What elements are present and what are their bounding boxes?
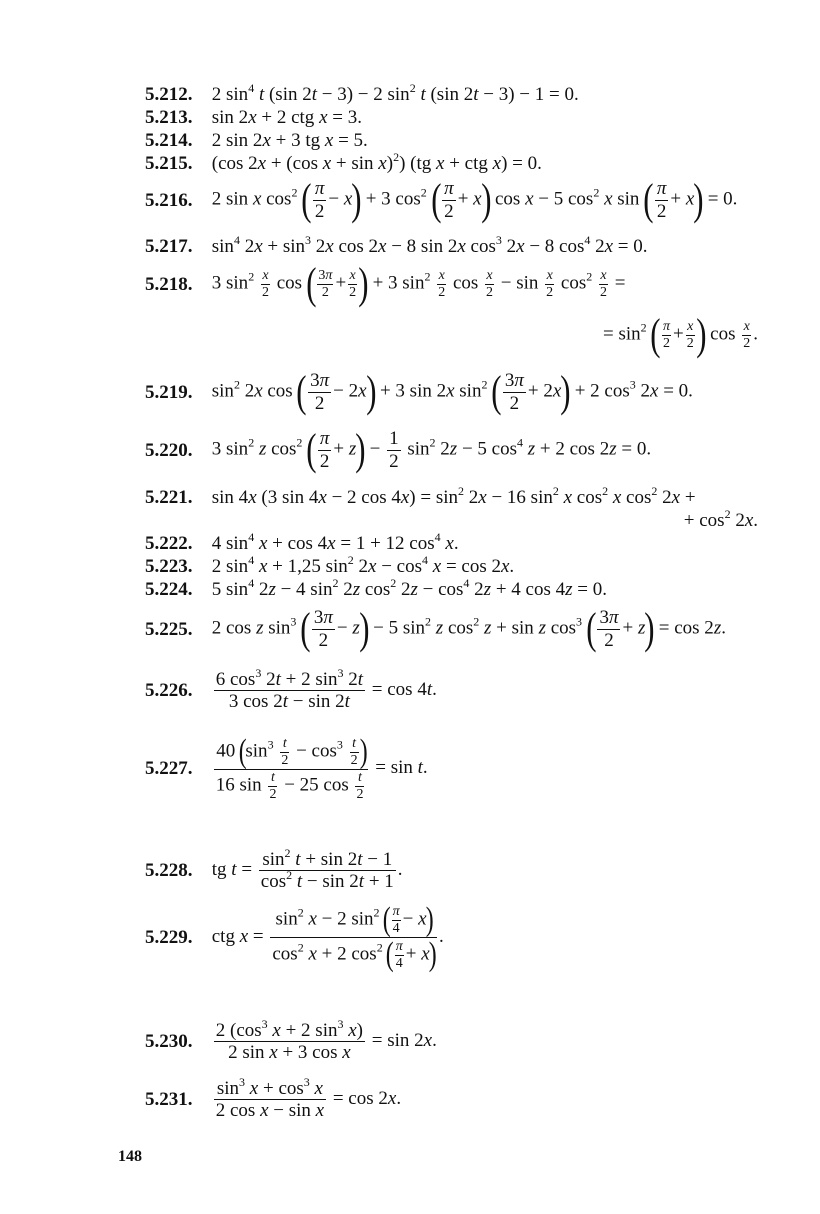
equation: 4 $\sin^4 x + \cos 4x = 1 + 12$ $\cos^4 x$. — [211, 530, 459, 555]
equation: ctg x = $\sin^2 x - 2$ $\sin^2$ ( $\frac{\pi}{4}$ − x) $\cos^2 x + 2$ $\cos^2$ ( $\frac{\pi}{4}$ + x) . — [211, 901, 444, 973]
equation: $\sin^2 2x$ cos ( $\frac{3\pi}{2}$ − 2x) + 3 sin 2x $\sin^2$ ( $\frac{3\pi}{2}$ + 2x) + 2 $\cos^3 2x = 0$. — [211, 367, 693, 416]
equation: sin 4x (3 sin 4x − 2 $\cos 4x) = \sin^2 2x - 16$ $\sin^2 x$ $\cos^2 x$ $\cos^2 2x$ + — [211, 484, 696, 509]
problem-5-231 — [145, 1075, 402, 1122]
problem-5-230 — [145, 1017, 437, 1064]
equation: 2 sin 2x + 3 tg x = 5. — [211, 130, 368, 152]
problem-number: 5.215. — [145, 153, 193, 175]
problem-number: 5.226. — [145, 680, 193, 702]
problem-5-219 — [145, 367, 693, 416]
problem-5-223 — [145, 553, 515, 578]
problem-5-212 — [145, 81, 579, 106]
problem-5-220 — [145, 425, 652, 474]
problem-5-215 — [145, 150, 542, 175]
equation: sin 2x + 2 ctg x = 3. — [211, 107, 362, 129]
problem-5-217 — [145, 233, 648, 258]
problem-number: 5.225. — [145, 618, 193, 640]
problem-number: 5.230. — [145, 1031, 193, 1053]
problem-5-229 — [145, 903, 444, 972]
problem-5-226 — [145, 666, 437, 713]
problem-5-221 — [145, 484, 696, 509]
problem-number: 5.229. — [145, 927, 193, 948]
problem-number: 5.222. — [145, 533, 193, 555]
problem-number: 5.223. — [145, 556, 193, 578]
equation: tg t = $\frac{\sin^2 t + \sin 2t - 1}{\cos^2 t - \sin 2t + 1}$ . — [211, 846, 403, 893]
equation: 2 $\sin^4 t$ (sin 2t − 3) − 2 $\sin^2 t$ (sin 2t − 3) − 1 = 0. — [211, 81, 579, 106]
problem-number: 5.228. — [145, 860, 193, 882]
equation: 3 $\sin^2 z$ $\cos^2$ ( $\frac{\pi}{2}$ + z) − $\frac{1}{2}$ $\sin^2 2z - 5$ $\cos^4 z + 2$ cos 2z = 0. — [211, 425, 652, 474]
problem-5-227 — [145, 735, 428, 802]
problem-number: 5.220. — [145, 439, 193, 461]
problem-number: 5.217. — [145, 236, 193, 258]
equation: $\frac{6 \cos^3 2t + 2 \sin^3 2t}{3 \cos 2t - \sin 2t}$ = cos 4t. — [215, 666, 437, 713]
equation: 2 $\sin^4 x + 1,25$ $\sin^2 2x - \cos^4 x = \cos 2x$. — [211, 553, 515, 578]
page-number: 148 — [118, 1148, 142, 1165]
equation: (cos 2x + (cos x + sin x)$^2$) (tg x + ctg x) = 0. — [211, 150, 542, 175]
problem-number: 5.224. — [145, 579, 193, 601]
problem-number: 5.219. — [145, 381, 193, 403]
problem-number: 5.212. — [145, 84, 193, 106]
equation: 2 sin x $\cos^2$ ( $\frac{\pi}{2}$ − x) + 3 $\cos^2$ ( $\frac{\pi}{2}$ + x) cos x − 5 $\cos^2 x$ sin ( $\frac{\pi}{2}$ + x) = 0. — [211, 175, 738, 224]
problem-number: 5.216. — [145, 189, 193, 211]
problem-5-218 — [145, 259, 626, 308]
problem-5-224 — [145, 576, 607, 601]
problem-5-218-continuation: = $\sin^2$ ( $\frac{\pi}{2}$ + $\frac{x}{2}$ ) cos $\frac{x}{2}$ . — [602, 310, 758, 359]
problem-number: 5.214. — [145, 130, 193, 152]
problem-5-228 — [145, 846, 403, 893]
equation: 2 cos z $\sin^3$ ( $\frac{3\pi}{2}$ − z) − 5 $\sin^2 z$ $\cos^2 z + \sin z$ $\cos^3$ ( $\frac{3\pi}{2}$ + z) = cos 2z. — [211, 604, 726, 653]
problem-number: 5.221. — [145, 487, 193, 509]
problem-5-213 — [145, 107, 362, 127]
problem-number: 5.227. — [145, 758, 193, 780]
problem-5-214 — [145, 130, 368, 150]
equation: 40 ($\sin^3$ $\frac{t}{2}$ − $\cos^3$ $\frac{t}{2}$ ) 16 sin $\frac{t}{2}$ − 25 cos $\frac{t}{2}$ = sin t. — [215, 733, 428, 802]
equation: $\frac{2 (\cos^3 x + 2 \sin^3 x)}{\text{2 sin x + 3 cos x}}$ = sin 2x. — [215, 1017, 437, 1064]
equation: $\frac{\sin^3 x + \cos^3 x}{\text{2 cos x − sin x}}$ = cos 2x. — [215, 1075, 402, 1122]
problem-5-216 — [145, 175, 738, 224]
equation: $\sin^4 2x + \sin^3 2x$ cos 2x − 8 sin 2x $\cos^3 2x - 8$ $\cos^4 2x = 0$. — [211, 233, 648, 258]
problem-5-222 — [145, 530, 459, 555]
problem-number: 5.213. — [145, 107, 193, 129]
equation: 3 $\sin^2$ $\frac{x}{2}$ cos ( $\frac{3\pi}{2}$ + $\frac{x}{2}$ ) + 3 $\sin^2$ $\frac{x}{2}$ cos $\frac{x}{2}$ − sin $\frac{x}{2}$ $\cos^2$ $\frac{x}{2}$ = — [211, 259, 626, 308]
equation: 5 $\sin^4 2z - 4$ $\sin^2 2z$ $\cos^2 2z - \cos^4 2z + 4$ cos 4z = 0. — [211, 576, 607, 601]
problem-5-221-continuation: + $\cos^2 2x$. — [683, 507, 758, 531]
problem-5-225 — [145, 604, 726, 653]
problem-number: 5.218. — [145, 273, 193, 295]
problem-number: 5.231. — [145, 1089, 193, 1111]
